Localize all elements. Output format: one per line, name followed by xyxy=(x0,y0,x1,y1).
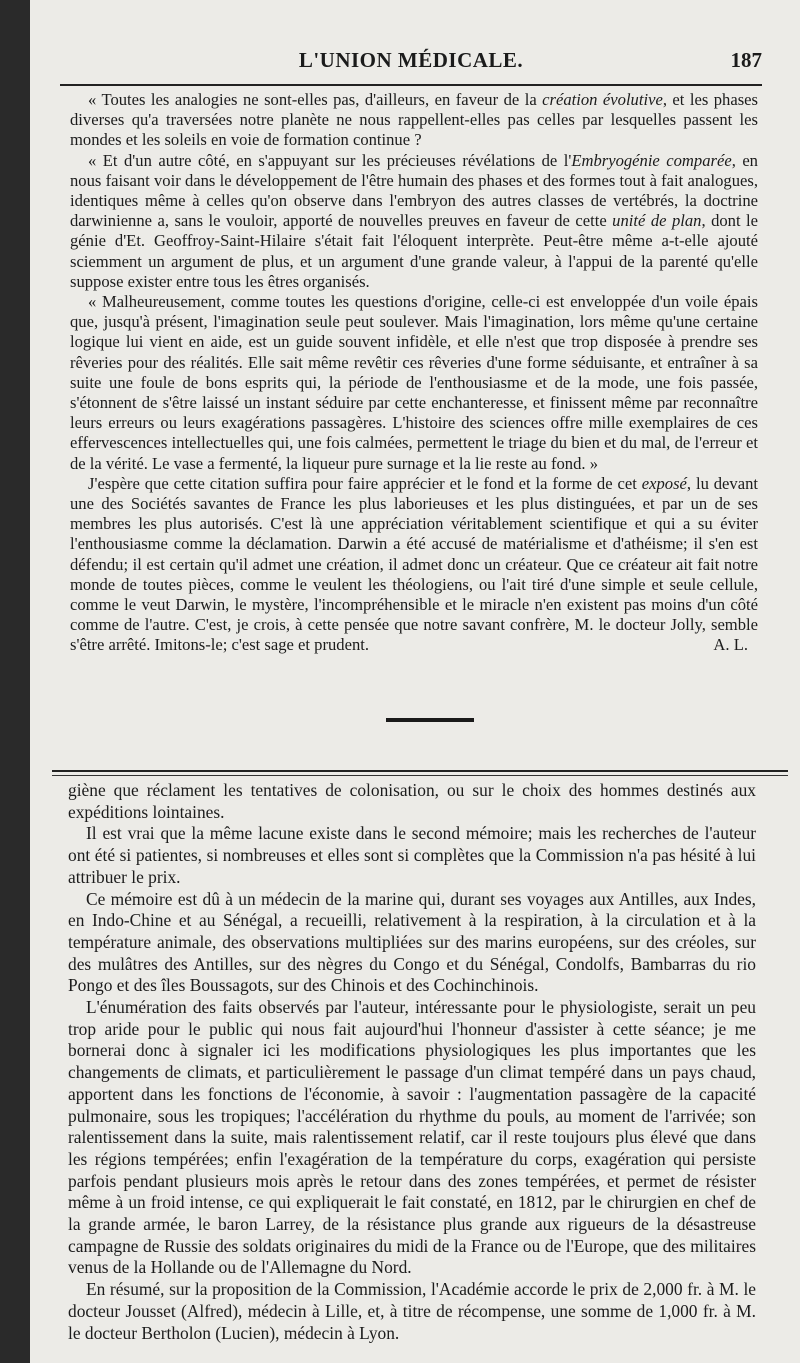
paragraph: Ce mémoire est dû à un médecin de la marine qui, durant ses voyages aux Antilles, aux Indes, en Indo-Chine et au Sénégal, a recueilli, relativement à la respiration, à la circulation et à la température animale, des observations multipliées sur des marins européens, sur des créoles, sur des mulâtres des Antilles, sur des nègres du Congo et du Sénégal, Condolfs, Bambarras du rio Pongo et des îles Boussagots, sur des Chinois et des Cochinchinois. xyxy=(68,888,756,996)
footer-rule-thin xyxy=(52,775,788,776)
page-header xyxy=(60,48,762,78)
section-divider xyxy=(386,718,474,722)
author-signature: A. L. xyxy=(713,635,748,655)
header-rule xyxy=(60,84,762,86)
footer-rule xyxy=(52,770,788,772)
upper-text-block xyxy=(70,90,758,656)
page-number: 187 xyxy=(730,48,762,72)
paragraph: « Et d'un autre côté, en s'appuyant sur les précieuses révélations de l'Embryogénie comparée, en nous faisant voir dans le développement de l'être humain des phases et des formes tout à fait analogues, identiques même à celles qu'on observe dans l'embryon des autres classes de vertébrés, la doctrine darwinienne a, sans le vouloir, apporté de nouvelles preuves en faveur de cette unité de plan, dont le génie d'Et. Geoffroy-Saint-Hilaire s'était fait l'éloquent interprète. Peut-être même a-t-elle ajouté sciemment un argument de plus, et un argument d'une grande valeur, à l'appui de la parenté qu'elle suppose exister entre tous les êtres organisés. xyxy=(70,150,759,291)
page xyxy=(30,0,800,1363)
paragraph: giène que réclament les tentatives de colonisation, ou sur le choix des hommes destinés aux expéditions lointaines. xyxy=(68,780,756,822)
italic-term: création évolutive xyxy=(542,90,663,109)
paragraph: Il est vrai que la même lacune existe dans le second mémoire; mais les recherches de l'auteur ont été si patientes, si nombreuses et elles sont si complètes que la Commission n'a pas hésité à lui attribuer le prix. xyxy=(68,823,756,887)
lower-text-block xyxy=(68,780,756,1344)
paragraph: En résumé, sur la proposition de la Commission, l'Académie accorde le prix de 2,000 fr. à M. le docteur Jousset (Alfred), médecin à Lille, et, à titre de récompense, une somme de 1,000 fr. à M. le docteur Bertholon (Lucien), médecin à Lyon. xyxy=(68,1279,756,1343)
italic-term: Embryogénie comparée xyxy=(571,150,732,170)
running-title: L'UNION MÉDICALE. xyxy=(298,48,524,72)
paragraph: J'espère que cette citation suffira pour faire apprécier et le fond et la forme de cet exposé, lu devant une des Sociétés savantes de France les plus laborieuses et les plus distinguées, et par un de ses membres les plus autorisés. C'est là une appréciation véritablement scientifique et qui a su éviter l'enthousiasme comme la déclamation. Darwin a été accusé de matérialisme et d'athéisme; il s'en est défendu; il est certain qu'il admet une création, il admet donc un créateur. Que ce créateur ait fait notre monde de toutes pièces, comme le veulent les théologiens, ou l'ait tiré d'une simple et seule cellule, comme le veut Darwin, le mystère, l'incompréhensible et le miracle n'en existent pas moins d'un côté comme de l'autre. C'est, je crois, à cette pensée que notre savant confrère, M. le docteur Jolly, semble s'être arrêté. Imitons-le; c'est sage et prudent. A. L. xyxy=(70,473,758,655)
paragraph: « Malheureusement, comme toutes les questions d'origine, celle-ci est enveloppée d'un voile épais que, jusqu'à présent, l'imagination seule peut soulever. Mais l'imagination, lors même qu'une certaine logique lui vient en aide, est un guide souvent infidèle, et elle n'est que trop disposée à prendre ses rêveries pour des réalités. Elle sait même revêtir ces rêveries d'une forme séduisante, et entraîner à sa suite une foule de bons esprits qui, la période de l'enthousiasme et de la mode, une fois passée, s'étonnent de s'être laissé un instant séduire par cette enchanteresse, et finissent même par reconnaître leurs erreurs ou leurs exagérations passagères. L'histoire des sciences offre mille exemplaires de ces effervescences intellectuelles qui, une fois calmées, permettent le triage du bien et du mal, de l'erreur et de la vérité. Le vase a fermenté, la liqueur pure surnage et la lie reste au fond. » xyxy=(70,292,758,473)
paragraph: L'énumération des faits observés par l'auteur, intéressante pour le physiologiste, serait un peu trop aride pour le public qui nous fait aujourd'hui l'honneur d'assister à cette séance; je me bornerai donc à signaler ici les modifications physiologiques les plus importantes que les changements de climats, et particulièrement le passage d'un climat tempéré dans un pays chaud, apportent dans les fonctions de l'économie, à savoir : l'augmentation passagère de la capacité pulmonaire, sous les tropiques; l'accélération du rhythme du pouls, au moment de l'arrivée; son ralentissement dans la suite, mais ralentissement relatif, car il reste toujours plus élevé que dans les régions tempérées; enfin l'exagération de la température du corps, exagération qui persiste parfois pendant plusieurs mois après le retour dans des zones tempérées, et permet de résister même à un froid intense, ce qui expliquerait le fait constaté, en 1812, par le chirurgien en chef de la grande armée, le baron Larrey, de la résistance plus grande aux rigueurs de la désastreuse campagne de Russie des soldats originaires du midi de la France ou de l'Europe, que des militaires venus de la Hollande ou de l'Allemagne du Nord. xyxy=(68,997,756,1278)
paragraph: « Toutes les analogies ne sont-elles pas, d'ailleurs, en faveur de la création évolutive, et les phases diverses qu'a traversées notre planète ne nous rappellent-elles pas celles par lesquelles passent les mondes et les soleils en voie de formation continue ? xyxy=(70,90,759,150)
italic-term: exposé xyxy=(641,473,687,493)
italic-term: unité de plan xyxy=(612,211,702,231)
